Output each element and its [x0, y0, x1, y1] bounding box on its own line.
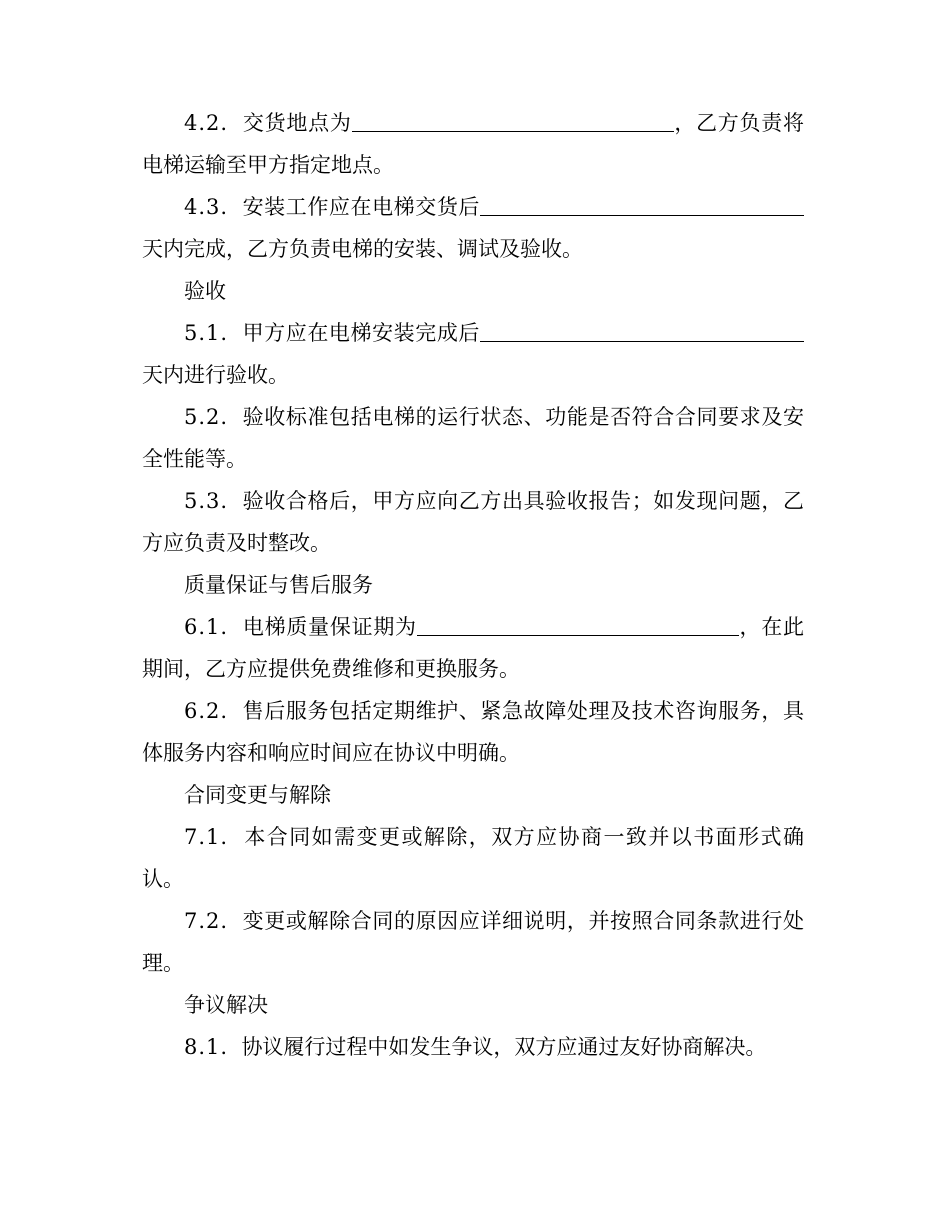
clause-text-after: 天内完成，乙方负责电梯的安装、调试及验收。: [142, 237, 583, 261]
section-heading-dispute: 争议解决: [184, 993, 268, 1017]
clause-text: 电梯质量保证期为: [242, 615, 417, 639]
clause-number: 5.3.: [184, 489, 229, 513]
clause-number: 8.1.: [184, 1035, 229, 1059]
fill-in-blank[interactable]: [352, 105, 674, 132]
clause-6-1: [142, 606, 804, 690]
clause-6-2: [142, 690, 804, 774]
clause-text: 安装工作应在电梯交货后: [242, 195, 480, 219]
section-heading-amendment: 合同变更与解除: [184, 783, 331, 807]
clause-text: 售后服务包括定期维护、紧急故障处理及技术咨询服务，具体服务内容和响应时间应在协议中明确。: [142, 699, 804, 765]
fill-in-blank[interactable]: [480, 315, 804, 342]
clause-8-1: [142, 1026, 804, 1068]
clause-text: 甲方应在电梯安装完成后: [242, 321, 480, 345]
clause-5-1: [142, 312, 804, 396]
clause-number: 6.1.: [184, 615, 229, 639]
section-heading-acceptance: 验收: [184, 279, 226, 303]
fill-in-blank[interactable]: [480, 189, 804, 216]
clause-text-after: ，乙方负责将电梯运输至甲方指定地点。: [142, 111, 805, 177]
clause-number: 7.2.: [184, 909, 229, 933]
clause-number: 6.2.: [184, 699, 229, 723]
clause-7-1: [142, 816, 804, 900]
clause-4-3: [142, 186, 804, 270]
clause-7-2: [142, 900, 804, 984]
clause-text-after: 天内进行验收。: [142, 363, 289, 387]
clause-text: 协议履行过程中如发生争议，双方应通过友好协商解决。: [241, 1035, 767, 1059]
section-heading-warranty: 质量保证与售后服务: [184, 573, 373, 597]
document-page: [142, 102, 804, 1068]
clause-4-2: [142, 102, 804, 186]
clause-text: 验收标准包括电梯的运行状态、功能是否符合合同要求及安全性能等。: [142, 405, 804, 471]
clause-text-after: ，在此期间，乙方应提供免费维修和更换服务。: [142, 615, 805, 681]
clause-text: 验收合格后，甲方应向乙方出具验收报告；如发现问题，乙方应负责及时整改。: [142, 489, 804, 555]
clause-5-2: [142, 396, 804, 480]
fill-in-blank[interactable]: [417, 609, 739, 636]
clause-number: 4.2.: [184, 111, 229, 135]
clause-text: 本合同如需变更或解除，双方应协商一致并以书面形式确认。: [142, 825, 804, 891]
clause-text: 交货地点为: [242, 111, 352, 135]
clause-number: 5.2.: [184, 405, 229, 429]
clause-text: 变更或解除合同的原因应详细说明，并按照合同条款进行处理。: [142, 909, 804, 975]
clause-number: 5.1.: [184, 321, 229, 345]
clause-number: 4.3.: [184, 195, 229, 219]
clause-5-3: [142, 480, 804, 564]
clause-number: 7.1.: [184, 825, 229, 849]
